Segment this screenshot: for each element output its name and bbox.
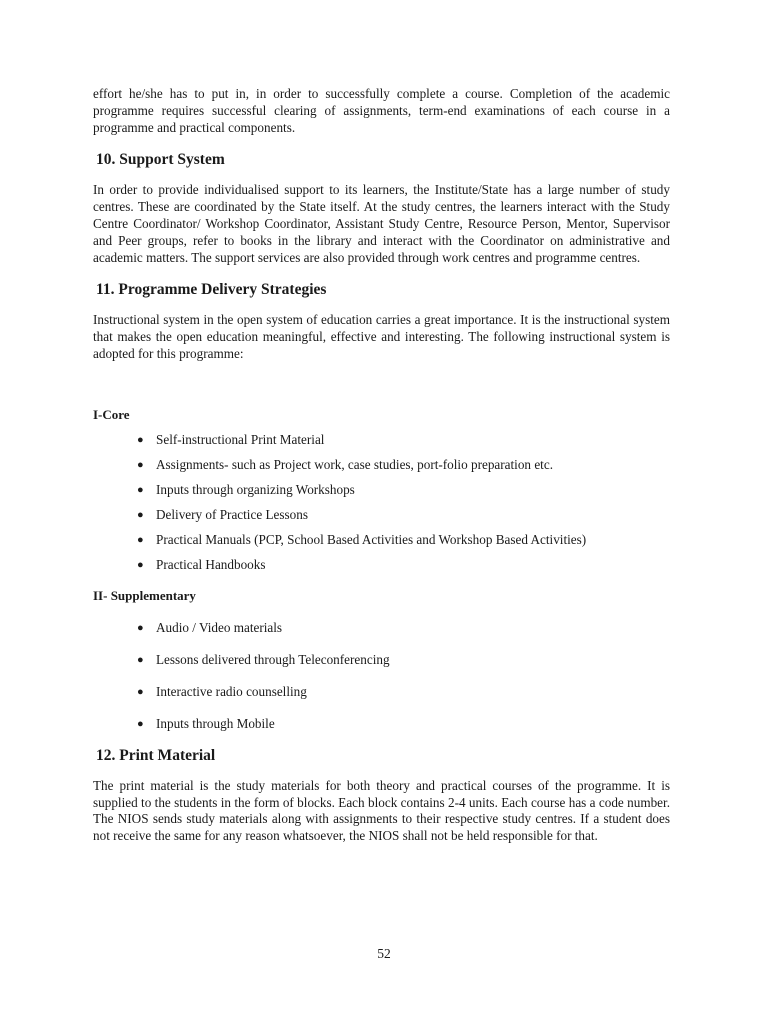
list-item-text: Lessons delivered through Teleconferencing [156,651,390,667]
list-item [93,716,670,732]
list-item-text: Practical Handbooks [156,556,266,572]
bullet-icon: ● [137,685,144,698]
list-item [93,652,670,668]
list-item-text: Practical Manuals (PCP, School Based Activities and Workshop Based Activities) [156,531,587,547]
list-item-text: Interactive radio counselling [156,683,307,699]
section-10-heading: 10. Support System [96,151,225,169]
section-11-heading: 11. Programme Delivery Strategies [96,281,327,299]
bullet-icon: ● [137,483,144,496]
document-page [93,86,670,845]
list-item-text: Inputs through organizing Workshops [156,481,355,497]
bullet-icon: ● [137,558,144,571]
section-12-paragraph: The print material is the study materials for both theory and practical courses of the programme. It is supplied to the students in the form of blocks. Each block contains 2-4 units. Each course has a code number. The NIOS sends study materials along with assignments to their respective study centres. If a student does not receive the same for any reason whatsoever, the NIOS shall not be held responsible for that. [93,777,670,844]
section-12-heading: 12. Print Material [96,746,216,764]
list-item [93,532,670,548]
bullet-icon: ● [137,533,144,546]
core-list [93,432,670,573]
supplementary-heading: II- Supplementary [93,587,196,603]
page-number: 52 [377,946,391,961]
list-item-text: Inputs through Mobile [156,715,275,731]
section-11-paragraph: Instructional system in the open system of education carries a great importance. It is the instructional system that makes the open education meaningful, effective and interesting. The following instructional system is adopted for this programme: [93,312,670,361]
list-item-text: Assignments- such as Project work, case studies, port-folio preparation etc. [156,456,553,472]
core-heading: I-Core [93,406,130,422]
bullet-icon: ● [137,653,144,666]
list-item-text: Delivery of Practice Lessons [156,506,308,522]
bullet-icon: ● [137,458,144,471]
list-item [93,482,670,498]
list-item [93,507,670,523]
intro-paragraph: effort he/she has to put in, in order to successfully complete a course. Completion of the academic programme requires successful clearing of assignments, term-end examinations of each course in a programme and practical components. [93,86,670,135]
list-item [93,620,670,636]
list-item [93,457,670,473]
supplementary-list [93,620,670,732]
bullet-icon: ● [137,717,144,730]
list-item [93,557,670,573]
list-item-text: Self-instructional Print Material [156,431,325,447]
bullet-icon: ● [137,508,144,521]
bullet-icon: ● [137,621,144,634]
list-item [93,684,670,700]
section-10-paragraph: In order to provide individualised support to its learners, the Institute/State has a large number of study centres. These are coordinated by the State itself. At the study centres, the learners interact with the Study Centre Coordinator/ Workshop Coordinator, Assistant Study Centre, Resource Person, Mentor, Supervisor and Peer groups, refer to books in the library and interact with the Coordinator on administrative and academic matters. The support services are also provided through work centres and programme centres. [93,182,670,265]
list-item [93,432,670,448]
list-item-text: Audio / Video materials [156,619,283,635]
bullet-icon: ● [137,433,144,446]
